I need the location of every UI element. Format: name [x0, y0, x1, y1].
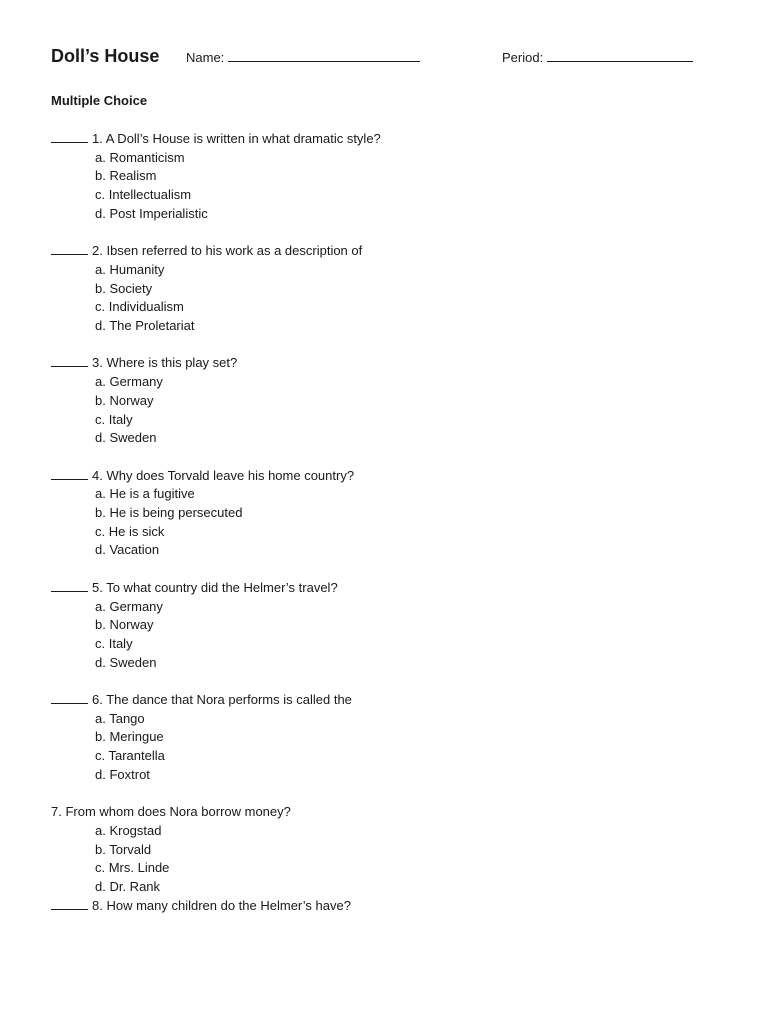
option-list [51, 822, 731, 897]
option-a: a. He is a fugitive [95, 486, 195, 502]
name-field[interactable] [186, 49, 420, 66]
option-c: c. Italy [95, 635, 133, 651]
question-stem [51, 242, 731, 261]
answer-blank[interactable] [51, 691, 88, 704]
option-b: b. Society [95, 280, 153, 296]
option-d: d. The Proletariat [95, 318, 195, 334]
section-heading: Multiple Choice [51, 93, 148, 108]
option-list [51, 261, 731, 336]
option-b: b. He is being persecuted [95, 505, 243, 521]
question-4 [51, 467, 731, 561]
option-list [51, 373, 731, 448]
question-text: 6. The dance that Nora performs is called the [92, 692, 352, 708]
option-a: a. Tango [95, 710, 145, 726]
option-c: c. Intellectualism [95, 187, 192, 203]
question-text: 5. To what country did the Helmer’s travel? [92, 579, 338, 595]
option-c: c. Italy [95, 411, 133, 427]
option-a: a. Krogstad [95, 822, 162, 838]
option-d: d. Post Imperialistic [95, 205, 208, 221]
option-a: a. Romanticism [95, 149, 185, 165]
question-text: 2. Ibsen referred to his work as a description of [92, 243, 363, 259]
option-d: d. Vacation [95, 542, 160, 558]
option-a: a. Germany [95, 374, 163, 390]
question-6 [51, 691, 731, 785]
question-text: 1. A Doll’s House is written in what dramatic style? [92, 131, 381, 146]
option-b: b. Torvald [95, 841, 152, 857]
option-d: d. Foxtrot [95, 766, 150, 782]
option-a: a. Humanity [95, 261, 165, 277]
question-stem [51, 691, 731, 710]
name-blank-line[interactable] [228, 49, 420, 62]
answer-blank[interactable] [51, 579, 88, 592]
question-text: 7. From whom does Nora borrow money? [51, 804, 291, 820]
period-label: Period: [502, 50, 544, 65]
question-8 [51, 897, 731, 916]
option-b: b. Norway [95, 617, 154, 633]
option-b: b. Norway [95, 392, 154, 408]
option-b: b. Meringue [95, 729, 164, 745]
period-blank-line[interactable] [547, 49, 693, 62]
option-c: c. Mrs. Linde [95, 860, 170, 876]
question-stem [51, 467, 731, 486]
option-d: d. Dr. Rank [95, 879, 161, 895]
option-list [51, 598, 731, 673]
question-list [51, 130, 731, 915]
option-d: d. Sweden [95, 654, 157, 670]
question-stem [51, 897, 731, 916]
option-b: b. Realism [95, 168, 157, 184]
question-2 [51, 242, 731, 336]
option-list [51, 485, 731, 560]
period-field[interactable] [502, 49, 693, 66]
page-title: Doll’s House [51, 46, 160, 66]
option-c: c. He is sick [95, 523, 165, 539]
answer-blank[interactable] [51, 467, 88, 480]
answer-blank[interactable] [51, 354, 88, 367]
question-1 [51, 130, 731, 224]
question-7 [51, 803, 731, 897]
answer-blank[interactable] [51, 130, 88, 143]
question-5 [51, 579, 731, 673]
question-text: 8. How many children do the Helmer’s have? [92, 897, 351, 913]
question-stem [51, 579, 731, 598]
question-3 [51, 354, 731, 448]
answer-blank[interactable] [51, 242, 88, 255]
option-list [51, 149, 731, 224]
option-a: a. Germany [95, 598, 163, 614]
option-c: c. Individualism [95, 299, 184, 315]
answer-blank[interactable] [51, 897, 88, 910]
question-text: 3. Where is this play set? [92, 355, 238, 371]
question-stem [51, 354, 731, 373]
option-c: c. Tarantella [95, 748, 165, 764]
question-stem [51, 130, 731, 149]
option-d: d. Sweden [95, 430, 157, 446]
question-stem [51, 803, 731, 822]
name-label: Name: [186, 50, 225, 65]
option-list [51, 710, 731, 785]
question-text: 4. Why does Torvald leave his home country? [92, 467, 355, 483]
